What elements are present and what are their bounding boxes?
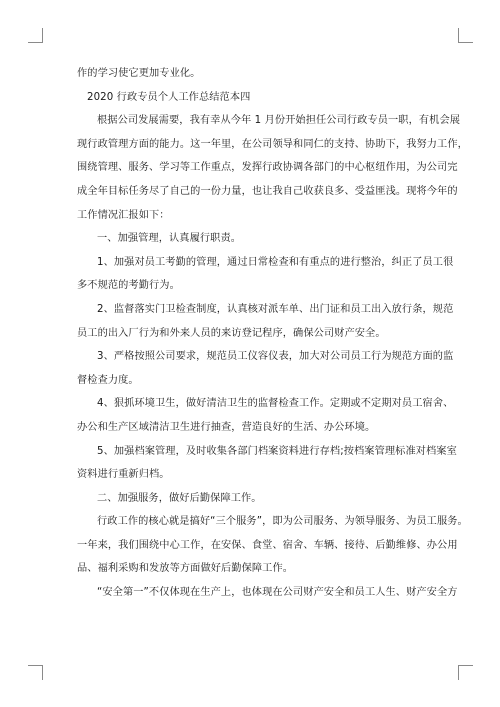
document-body [77,62,468,605]
text-line: “安全第一”不仅体现在生产上，也体现在公司财产安全和员工人生、财产安全方 [97,587,458,599]
text-line: 4、狠抓环境卫生，做好清洁卫生的监督检查工作。定期或不定期对员工宿舍、 [97,398,454,410]
text-line: 一年来，我们围绕中心工作，在安保、食堂、宿舍、车辆、接待、后勤维修、办公用 [77,539,458,551]
section-title: 2020 行政专员个人工作总结范本四 [87,91,251,103]
text-line: 5、加强档案管理，及时收集各部门档案资料进行存档;按档案管理标准对档案室 [97,445,457,457]
crop-mark-bottom-left [28,665,43,680]
crop-mark-top-right [458,28,473,43]
text-line: 一、加强管理，认真履行职责。 [97,233,242,245]
text-line: 办公和生产区域清洁卫生进行抽查，营造良好的生活、办公环境。 [77,421,376,433]
text-line: 作的学习使它更加专业化。 [77,68,201,79]
crop-mark-bottom-right [458,665,473,680]
text-line: 3、严格按照公司要求，规范员工仪容仪表，加大对公司员工行为规范方面的监 [97,351,454,363]
text-line: 现行政管理方面的能力。这一年里，在公司领导和同仁的支持、协助下，我努力工作， [77,138,468,150]
text-line: 行政工作的核心就是搞好“三个服务”，即为公司服务、为领导服务、为员工服务。 [97,516,468,528]
text-line: 员工的出入厂行为和外来人员的来访登记程序，确保公司财产安全。 [77,327,386,339]
text-line: 资料进行重新归档。 [77,469,170,481]
crop-mark-top-left [28,28,43,43]
text-line: 成全年目标任务尽了自己的一份力量，也让我自己收获良多、受益匪浅。现将今年的 [77,185,458,197]
text-line: 多不规范的考勤行为。 [77,280,180,292]
text-line: 根据公司发展需要，我有幸从今年 1 月份开始担任公司行政专员一职，有机会展 [97,115,461,127]
text-line: 督检查力度。 [77,374,139,386]
text-line: 二、加强服务，做好后勤保障工作。 [97,492,262,504]
text-line: 2、监督落实门卫检查制度，认真核对派车单、出门证和员工出入放行条，规范 [97,303,454,315]
text-line: 工作情况汇报如下： [77,209,170,221]
text-line: 1、加强对员工考勤的管理，通过日常检查和有重点的进行整治，纠正了员工很 [97,256,454,268]
text-line: 围绕管理、服务、学习等工作重点，发挥行政协调各部门的中心枢纽作用，为公司完 [77,162,458,174]
text-line: 品、福利采购和发放等方面做好后勤保障工作。 [77,563,294,575]
